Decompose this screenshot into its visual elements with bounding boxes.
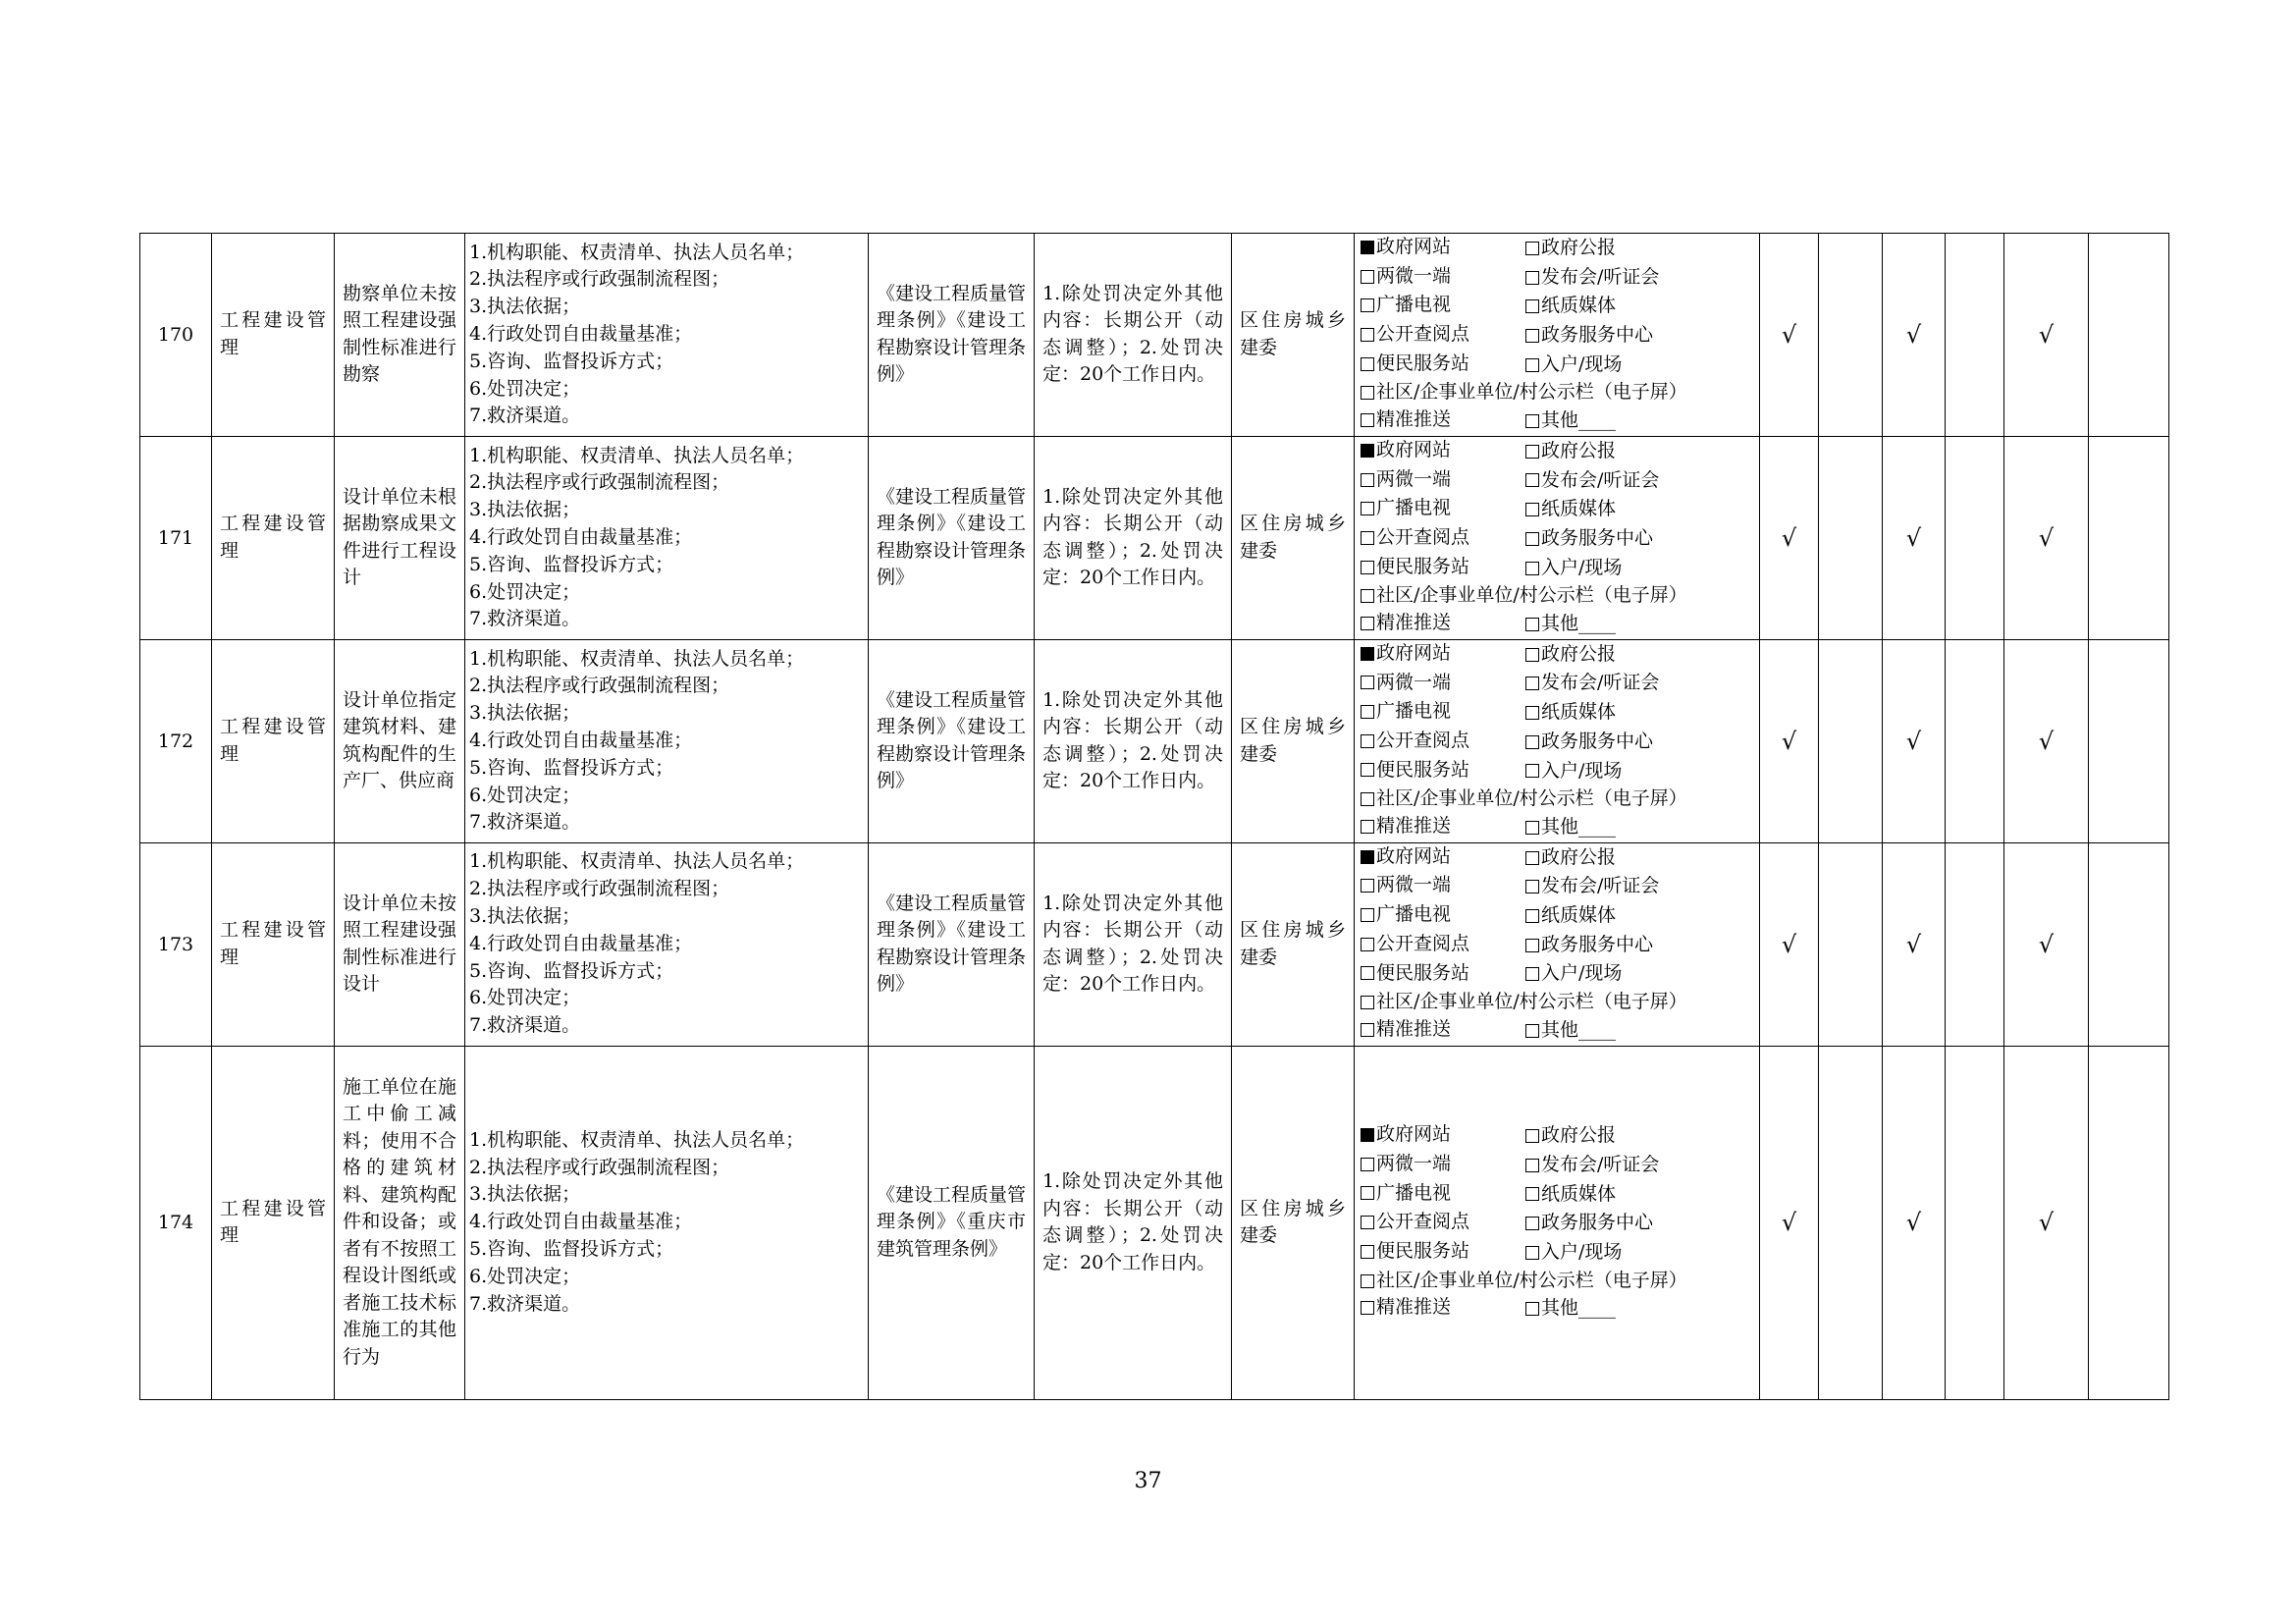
- channel-option: 精准推送: [1361, 1016, 1451, 1044]
- checkbox-icon: [1361, 763, 1374, 777]
- checkbox-icon: [1525, 821, 1539, 835]
- channel-option: 两微一端: [1361, 1151, 1451, 1178]
- channel-row: [1361, 292, 1755, 321]
- channel-row: [1361, 698, 1755, 728]
- channel-option: 社区/企事业单位/村公示栏（电子屏）: [1361, 582, 1687, 610]
- checkbox-icon: [1525, 299, 1539, 313]
- empty-cell: [1946, 436, 2004, 639]
- channel-row: [1361, 495, 1755, 524]
- content-line: 7.救济渠道。: [469, 811, 581, 834]
- channel-option: 入户/现场: [1525, 757, 1622, 786]
- row-number: 171: [140, 436, 212, 639]
- empty-cell: [1946, 234, 2004, 437]
- checkbox-icon: [1525, 329, 1539, 343]
- time-cell: 1.除处罚决定外其他内容：长期公开（动态调整）；2.处罚决定：20个工作日内。: [1035, 234, 1232, 437]
- check-mark-cell: √: [1760, 639, 1819, 842]
- channel-option: 公开查阅点: [1361, 728, 1469, 755]
- channel-option: 其他____: [1525, 610, 1616, 639]
- checkbox-icon: [1361, 1274, 1374, 1288]
- table-row: [140, 842, 2169, 1046]
- channel-row: [1361, 728, 1755, 757]
- table-row: [140, 436, 2169, 639]
- channel-option: 政务服务中心: [1525, 728, 1653, 757]
- basis-cell: 《建设工程质量管理条例》《建设工程勘察设计管理条例》: [869, 639, 1035, 842]
- item-cell: 设计单位指定建筑材料、建筑构配件的生产厂、供应商: [335, 639, 465, 842]
- channel-row: [1361, 466, 1755, 496]
- channel-row: [1361, 554, 1755, 583]
- channel-row: [1361, 989, 1755, 1016]
- time-cell: 1.除处罚决定外其他内容：长期公开（动态调整）；2.处罚决定：20个工作日内。: [1035, 1046, 1232, 1399]
- channel-option: 精准推送: [1361, 610, 1451, 637]
- checkbox-icon: [1525, 532, 1539, 546]
- channel-row: [1361, 640, 1755, 670]
- empty-cell: [1819, 639, 1883, 842]
- checkbox-icon: [1361, 1023, 1374, 1037]
- check-mark-cell: √: [1883, 436, 1946, 639]
- checkbox-icon: [1525, 735, 1539, 749]
- content-cell: [465, 436, 869, 639]
- checkbox-icon: [1525, 880, 1539, 893]
- channel-row: [1361, 1209, 1755, 1238]
- checkbox-icon: [1525, 503, 1539, 516]
- checkbox-icon: [1361, 357, 1374, 371]
- check-mark-cell: √: [1760, 842, 1819, 1046]
- channel-option: 纸质媒体: [1525, 292, 1616, 321]
- time-cell: 1.除处罚决定外其他内容：长期公开（动态调整）；2.处罚决定：20个工作日内。: [1035, 436, 1232, 639]
- channel-row: [1361, 813, 1755, 842]
- content-line: 2.执法程序或行政强制流程图；: [469, 878, 730, 900]
- channel-option: 政府公报: [1525, 437, 1616, 466]
- content-line: 4.行政处罚自由裁量基准；: [469, 1211, 693, 1233]
- checkbox-icon: [1361, 473, 1374, 487]
- check-mark-cell: √: [1760, 234, 1819, 437]
- checkbox-icon: [1525, 1217, 1539, 1230]
- channel-row: [1361, 1180, 1755, 1210]
- channel-option: 两微一端: [1361, 670, 1451, 697]
- checkbox-icon: [1525, 1302, 1539, 1316]
- channel-option: 政务服务中心: [1525, 321, 1653, 351]
- content-line: 2.执法程序或行政强制流程图；: [469, 675, 730, 697]
- channel-option: 政府公报: [1525, 1121, 1616, 1151]
- channel-row: [1361, 931, 1755, 960]
- checkbox-icon: [1361, 792, 1374, 806]
- channel-row: [1361, 263, 1755, 293]
- checkbox-icon: [1525, 851, 1539, 865]
- channel-option: 社区/企事业单位/村公示栏（电子屏）: [1361, 1268, 1687, 1295]
- empty-cell: [1819, 234, 1883, 437]
- content-cell: [465, 234, 869, 437]
- channel-option: 公开查阅点: [1361, 1209, 1469, 1236]
- channel-option: 便民服务站: [1361, 351, 1469, 378]
- checkbox-icon: [1525, 618, 1539, 631]
- channel-option: 其他____: [1525, 813, 1616, 842]
- checkbox-icon: [1525, 764, 1539, 778]
- checkbox-icon: [1361, 850, 1374, 864]
- content-line: 5.咨询、监督投诉方式；: [469, 959, 674, 982]
- content-line: 7.救济渠道。: [469, 405, 581, 427]
- checkbox-icon: [1361, 413, 1374, 427]
- checkbox-icon: [1361, 676, 1374, 689]
- checkbox-icon: [1361, 617, 1374, 630]
- checkbox-icon: [1525, 967, 1539, 981]
- checkbox-icon: [1361, 241, 1374, 254]
- checkbox-icon: [1525, 1187, 1539, 1201]
- checkbox-icon: [1525, 562, 1539, 575]
- checkbox-icon: [1361, 1186, 1374, 1200]
- checkbox-icon: [1525, 242, 1539, 255]
- content-line: 3.执法依据；: [469, 1183, 581, 1206]
- channel-option: 广播电视: [1361, 292, 1451, 319]
- channels-cell: [1355, 1046, 1760, 1399]
- channel-row: [1361, 437, 1755, 466]
- check-mark-cell: √: [2004, 436, 2089, 639]
- channel-option: 入户/现场: [1525, 960, 1622, 990]
- checkbox-icon: [1361, 561, 1374, 574]
- channel-option: 公开查阅点: [1361, 931, 1469, 958]
- channel-row: [1361, 234, 1755, 263]
- channel-row: [1361, 1238, 1755, 1268]
- checkbox-icon: [1361, 966, 1374, 980]
- checkbox-icon: [1525, 706, 1539, 720]
- content-line: 4.行政处罚自由裁量基准；: [469, 525, 693, 548]
- checkbox-icon: [1361, 270, 1374, 284]
- checkbox-icon: [1361, 1158, 1374, 1171]
- table-row: [140, 639, 2169, 842]
- empty-cell: [2089, 639, 2169, 842]
- subject-cell: 区住房城乡建委: [1232, 1046, 1355, 1399]
- check-mark-cell: √: [2004, 842, 2089, 1046]
- channel-row: [1361, 351, 1755, 380]
- empty-cell: [1946, 1046, 2004, 1399]
- empty-cell: [2089, 234, 2169, 437]
- channels-cell: [1355, 234, 1760, 437]
- channel-option: 政务服务中心: [1525, 1209, 1653, 1238]
- checkbox-icon: [1525, 677, 1539, 690]
- channel-option: 入户/现场: [1525, 554, 1622, 583]
- content-line: 5.咨询、监督投诉方式；: [469, 350, 674, 372]
- subject-cell: 区住房城乡建委: [1232, 639, 1355, 842]
- content-line: 1.机构职能、权责清单、执法人员名单；: [469, 444, 805, 466]
- empty-cell: [2089, 436, 2169, 639]
- content-line: 1.机构职能、权责清单、执法人员名单；: [469, 241, 805, 263]
- checkbox-icon: [1361, 647, 1374, 661]
- channel-option: 公开查阅点: [1361, 524, 1469, 552]
- channel-row: [1361, 785, 1755, 813]
- channel-row: [1361, 901, 1755, 931]
- basis-cell: 《建设工程质量管理条例》《重庆市建筑管理条例》: [869, 1046, 1035, 1399]
- channel-option: 便民服务站: [1361, 960, 1469, 988]
- channel-option: 社区/企事业单位/村公示栏（电子屏）: [1361, 379, 1687, 406]
- checkbox-icon: [1525, 648, 1539, 662]
- checkbox-icon: [1361, 705, 1374, 719]
- basis-cell: 《建设工程质量管理条例》《建设工程勘察设计管理条例》: [869, 842, 1035, 1046]
- channel-option: 政府网站: [1361, 640, 1451, 668]
- channel-option: 发布会/听证会: [1525, 670, 1659, 699]
- channel-row: [1361, 582, 1755, 610]
- checkbox-icon: [1525, 1129, 1539, 1143]
- category-cell: 工程建设管理: [212, 436, 335, 639]
- checkbox-icon: [1525, 1159, 1539, 1172]
- check-mark-cell: √: [1883, 639, 1946, 842]
- checkbox-icon: [1525, 445, 1539, 459]
- checkbox-icon: [1525, 358, 1539, 372]
- channel-row: [1361, 610, 1755, 639]
- content-line: 6.处罚决定；: [469, 987, 581, 1009]
- content-cell: [465, 1046, 869, 1399]
- item-cell: 设计单位未按照工程建设强制性标准进行设计: [335, 842, 465, 1046]
- subject-cell: 区住房城乡建委: [1232, 234, 1355, 437]
- content-line: 2.执法程序或行政强制流程图；: [469, 268, 730, 291]
- row-number: 170: [140, 234, 212, 437]
- content-line: 5.咨询、监督投诉方式；: [469, 553, 674, 575]
- channel-option: 政务服务中心: [1525, 931, 1653, 960]
- channel-option: 政府网站: [1361, 1121, 1451, 1149]
- channel-option: 发布会/听证会: [1525, 263, 1659, 293]
- content-cell: [465, 842, 869, 1046]
- empty-cell: [1946, 842, 2004, 1046]
- channel-option: 精准推送: [1361, 813, 1451, 840]
- channel-row: [1361, 1121, 1755, 1151]
- checkbox-icon: [1525, 939, 1539, 952]
- content-line: 1.机构职能、权责清单、执法人员名单；: [469, 647, 805, 670]
- content-line: 1.机构职能、权责清单、执法人员名单；: [469, 850, 805, 873]
- table-row: [140, 234, 2169, 437]
- channel-option: 其他____: [1525, 406, 1616, 436]
- checkbox-icon: [1361, 908, 1374, 922]
- channel-option: 广播电视: [1361, 495, 1451, 522]
- content-line: 7.救济渠道。: [469, 1014, 581, 1037]
- channel-row: [1361, 757, 1755, 786]
- checkbox-icon: [1361, 1216, 1374, 1229]
- channel-row: [1361, 960, 1755, 990]
- channel-row: [1361, 872, 1755, 901]
- row-number: 173: [140, 842, 212, 1046]
- channel-option: 广播电视: [1361, 901, 1451, 929]
- checkbox-icon: [1361, 589, 1374, 603]
- checkbox-icon: [1361, 298, 1374, 312]
- check-mark-cell: √: [1883, 234, 1946, 437]
- category-cell: 工程建设管理: [212, 639, 335, 842]
- empty-cell: [2089, 842, 2169, 1046]
- basis-cell: 《建设工程质量管理条例》《建设工程勘察设计管理条例》: [869, 234, 1035, 437]
- checkbox-icon: [1361, 1128, 1374, 1142]
- content-line: 6.处罚决定；: [469, 377, 581, 400]
- channel-option: 政府网站: [1361, 234, 1451, 261]
- item-cell: 勘察单位未按照工程建设强制性标准进行勘察: [335, 234, 465, 437]
- channel-option: 其他____: [1525, 1016, 1616, 1046]
- checkbox-icon: [1361, 1301, 1374, 1315]
- channel-option: 政府网站: [1361, 843, 1451, 871]
- channel-row: [1361, 524, 1755, 554]
- checkbox-icon: [1361, 938, 1374, 951]
- page-number: 37: [1134, 1469, 1162, 1493]
- checkbox-icon: [1361, 1245, 1374, 1259]
- category-cell: 工程建设管理: [212, 1046, 335, 1399]
- checkbox-icon: [1361, 734, 1374, 748]
- channel-option: 政府公报: [1525, 843, 1616, 873]
- item-cell: 施工单位在施工中偷工减料；使用不合格的建筑材料、建筑构配件和设备；或者有不按照工程设计图纸或者施工技术标准施工的其他行为: [335, 1046, 465, 1399]
- checkbox-icon: [1525, 1246, 1539, 1260]
- checkbox-icon: [1361, 502, 1374, 515]
- channel-option: 两微一端: [1361, 466, 1451, 494]
- content-line: 1.机构职能、权责清单、执法人员名单；: [469, 1128, 805, 1151]
- channel-row: [1361, 321, 1755, 351]
- checkbox-icon: [1361, 531, 1374, 545]
- channel-option: 公开查阅点: [1361, 321, 1469, 349]
- channel-row: [1361, 1268, 1755, 1295]
- checkbox-icon: [1361, 386, 1374, 400]
- content-line: 6.处罚决定；: [469, 1265, 581, 1287]
- content-line: 3.执法依据；: [469, 702, 581, 725]
- channel-option: 两微一端: [1361, 263, 1451, 291]
- empty-cell: [1946, 639, 2004, 842]
- checkbox-icon: [1361, 328, 1374, 342]
- checkbox-icon: [1361, 996, 1374, 1009]
- check-mark-cell: √: [2004, 639, 2089, 842]
- basis-cell: 《建设工程质量管理条例》《建设工程勘察设计管理条例》: [869, 436, 1035, 639]
- channels-cell: [1355, 639, 1760, 842]
- channel-option: 精准推送: [1361, 1294, 1451, 1322]
- channel-option: 政府网站: [1361, 437, 1451, 464]
- empty-cell: [2089, 1046, 2169, 1399]
- channel-option: 入户/现场: [1525, 351, 1622, 380]
- content-line: 5.咨询、监督投诉方式；: [469, 1238, 674, 1261]
- checkbox-icon: [1525, 1024, 1539, 1038]
- row-number: 174: [140, 1046, 212, 1399]
- channel-option: 社区/企事业单位/村公示栏（电子屏）: [1361, 989, 1687, 1016]
- channel-option: 纸质媒体: [1525, 698, 1616, 728]
- channel-option: 政务服务中心: [1525, 524, 1653, 554]
- row-number: 172: [140, 639, 212, 842]
- channel-row: [1361, 1151, 1755, 1180]
- checkbox-icon: [1525, 271, 1539, 285]
- check-mark-cell: √: [1883, 842, 1946, 1046]
- channel-option: 社区/企事业单位/村公示栏（电子屏）: [1361, 785, 1687, 813]
- subject-cell: 区住房城乡建委: [1232, 436, 1355, 639]
- content-line: 4.行政处罚自由裁量基准；: [469, 932, 693, 954]
- subject-cell: 区住房城乡建委: [1232, 842, 1355, 1046]
- channel-option: 纸质媒体: [1525, 901, 1616, 931]
- checkbox-icon: [1361, 879, 1374, 893]
- channel-option: 入户/现场: [1525, 1238, 1622, 1268]
- channel-option: 精准推送: [1361, 406, 1451, 434]
- channel-row: [1361, 1016, 1755, 1046]
- channel-option: 政府公报: [1525, 640, 1616, 670]
- empty-cell: [1819, 436, 1883, 639]
- content-line: 3.执法依据；: [469, 296, 581, 318]
- checkbox-icon: [1525, 414, 1539, 428]
- channels-cell: [1355, 842, 1760, 1046]
- channel-option: 政府公报: [1525, 234, 1616, 263]
- channel-option: 便民服务站: [1361, 554, 1469, 581]
- checkbox-icon: [1525, 473, 1539, 487]
- empty-cell: [1819, 842, 1883, 1046]
- content-line: 6.处罚决定；: [469, 580, 581, 603]
- content-line: 2.执法程序或行政强制流程图；: [469, 1156, 730, 1178]
- channel-row: [1361, 406, 1755, 436]
- channel-option: 发布会/听证会: [1525, 1151, 1659, 1180]
- content-line: 3.执法依据；: [469, 905, 581, 928]
- channel-option: 便民服务站: [1361, 1238, 1469, 1266]
- channel-option: 便民服务站: [1361, 757, 1469, 785]
- channel-row: [1361, 843, 1755, 873]
- table-row: [140, 1046, 2169, 1399]
- channel-option: 广播电视: [1361, 698, 1451, 726]
- channel-option: 两微一端: [1361, 872, 1451, 899]
- time-cell: 1.除处罚决定外其他内容：长期公开（动态调整）；2.处罚决定：20个工作日内。: [1035, 639, 1232, 842]
- channel-row: [1361, 1294, 1755, 1324]
- check-mark-cell: √: [1760, 1046, 1819, 1399]
- channel-option: 广播电视: [1361, 1180, 1451, 1208]
- channel-option: 其他____: [1525, 1294, 1616, 1324]
- channel-option: 纸质媒体: [1525, 1180, 1616, 1210]
- content-line: 4.行政处罚自由裁量基准；: [469, 729, 693, 751]
- empty-cell: [1819, 1046, 1883, 1399]
- content-line: 6.处罚决定；: [469, 784, 581, 806]
- content-line: 7.救济渠道。: [469, 608, 581, 630]
- check-mark-cell: √: [2004, 234, 2089, 437]
- checkbox-icon: [1361, 820, 1374, 834]
- check-mark-cell: √: [2004, 1046, 2089, 1399]
- channel-option: 纸质媒体: [1525, 495, 1616, 524]
- category-cell: 工程建设管理: [212, 234, 335, 437]
- check-mark-cell: √: [1760, 436, 1819, 639]
- checkbox-icon: [1525, 909, 1539, 923]
- category-cell: 工程建设管理: [212, 842, 335, 1046]
- checkbox-icon: [1361, 444, 1374, 458]
- item-cell: 设计单位未根据勘察成果文件进行工程设计: [335, 436, 465, 639]
- disclosure-table: [139, 233, 2169, 1400]
- channel-row: [1361, 670, 1755, 699]
- content-line: 7.救济渠道。: [469, 1292, 581, 1315]
- channel-option: 发布会/听证会: [1525, 466, 1659, 496]
- channel-option: 发布会/听证会: [1525, 872, 1659, 901]
- channels-cell: [1355, 436, 1760, 639]
- check-mark-cell: √: [1883, 1046, 1946, 1399]
- content-line: 5.咨询、监督投诉方式；: [469, 756, 674, 779]
- content-cell: [465, 639, 869, 842]
- time-cell: 1.除处罚决定外其他内容：长期公开（动态调整）；2.处罚决定：20个工作日内。: [1035, 842, 1232, 1046]
- content-line: 3.执法依据；: [469, 499, 581, 521]
- content-line: 4.行政处罚自由裁量基准；: [469, 323, 693, 346]
- content-line: 2.执法程序或行政强制流程图；: [469, 471, 730, 494]
- channel-row: [1361, 379, 1755, 406]
